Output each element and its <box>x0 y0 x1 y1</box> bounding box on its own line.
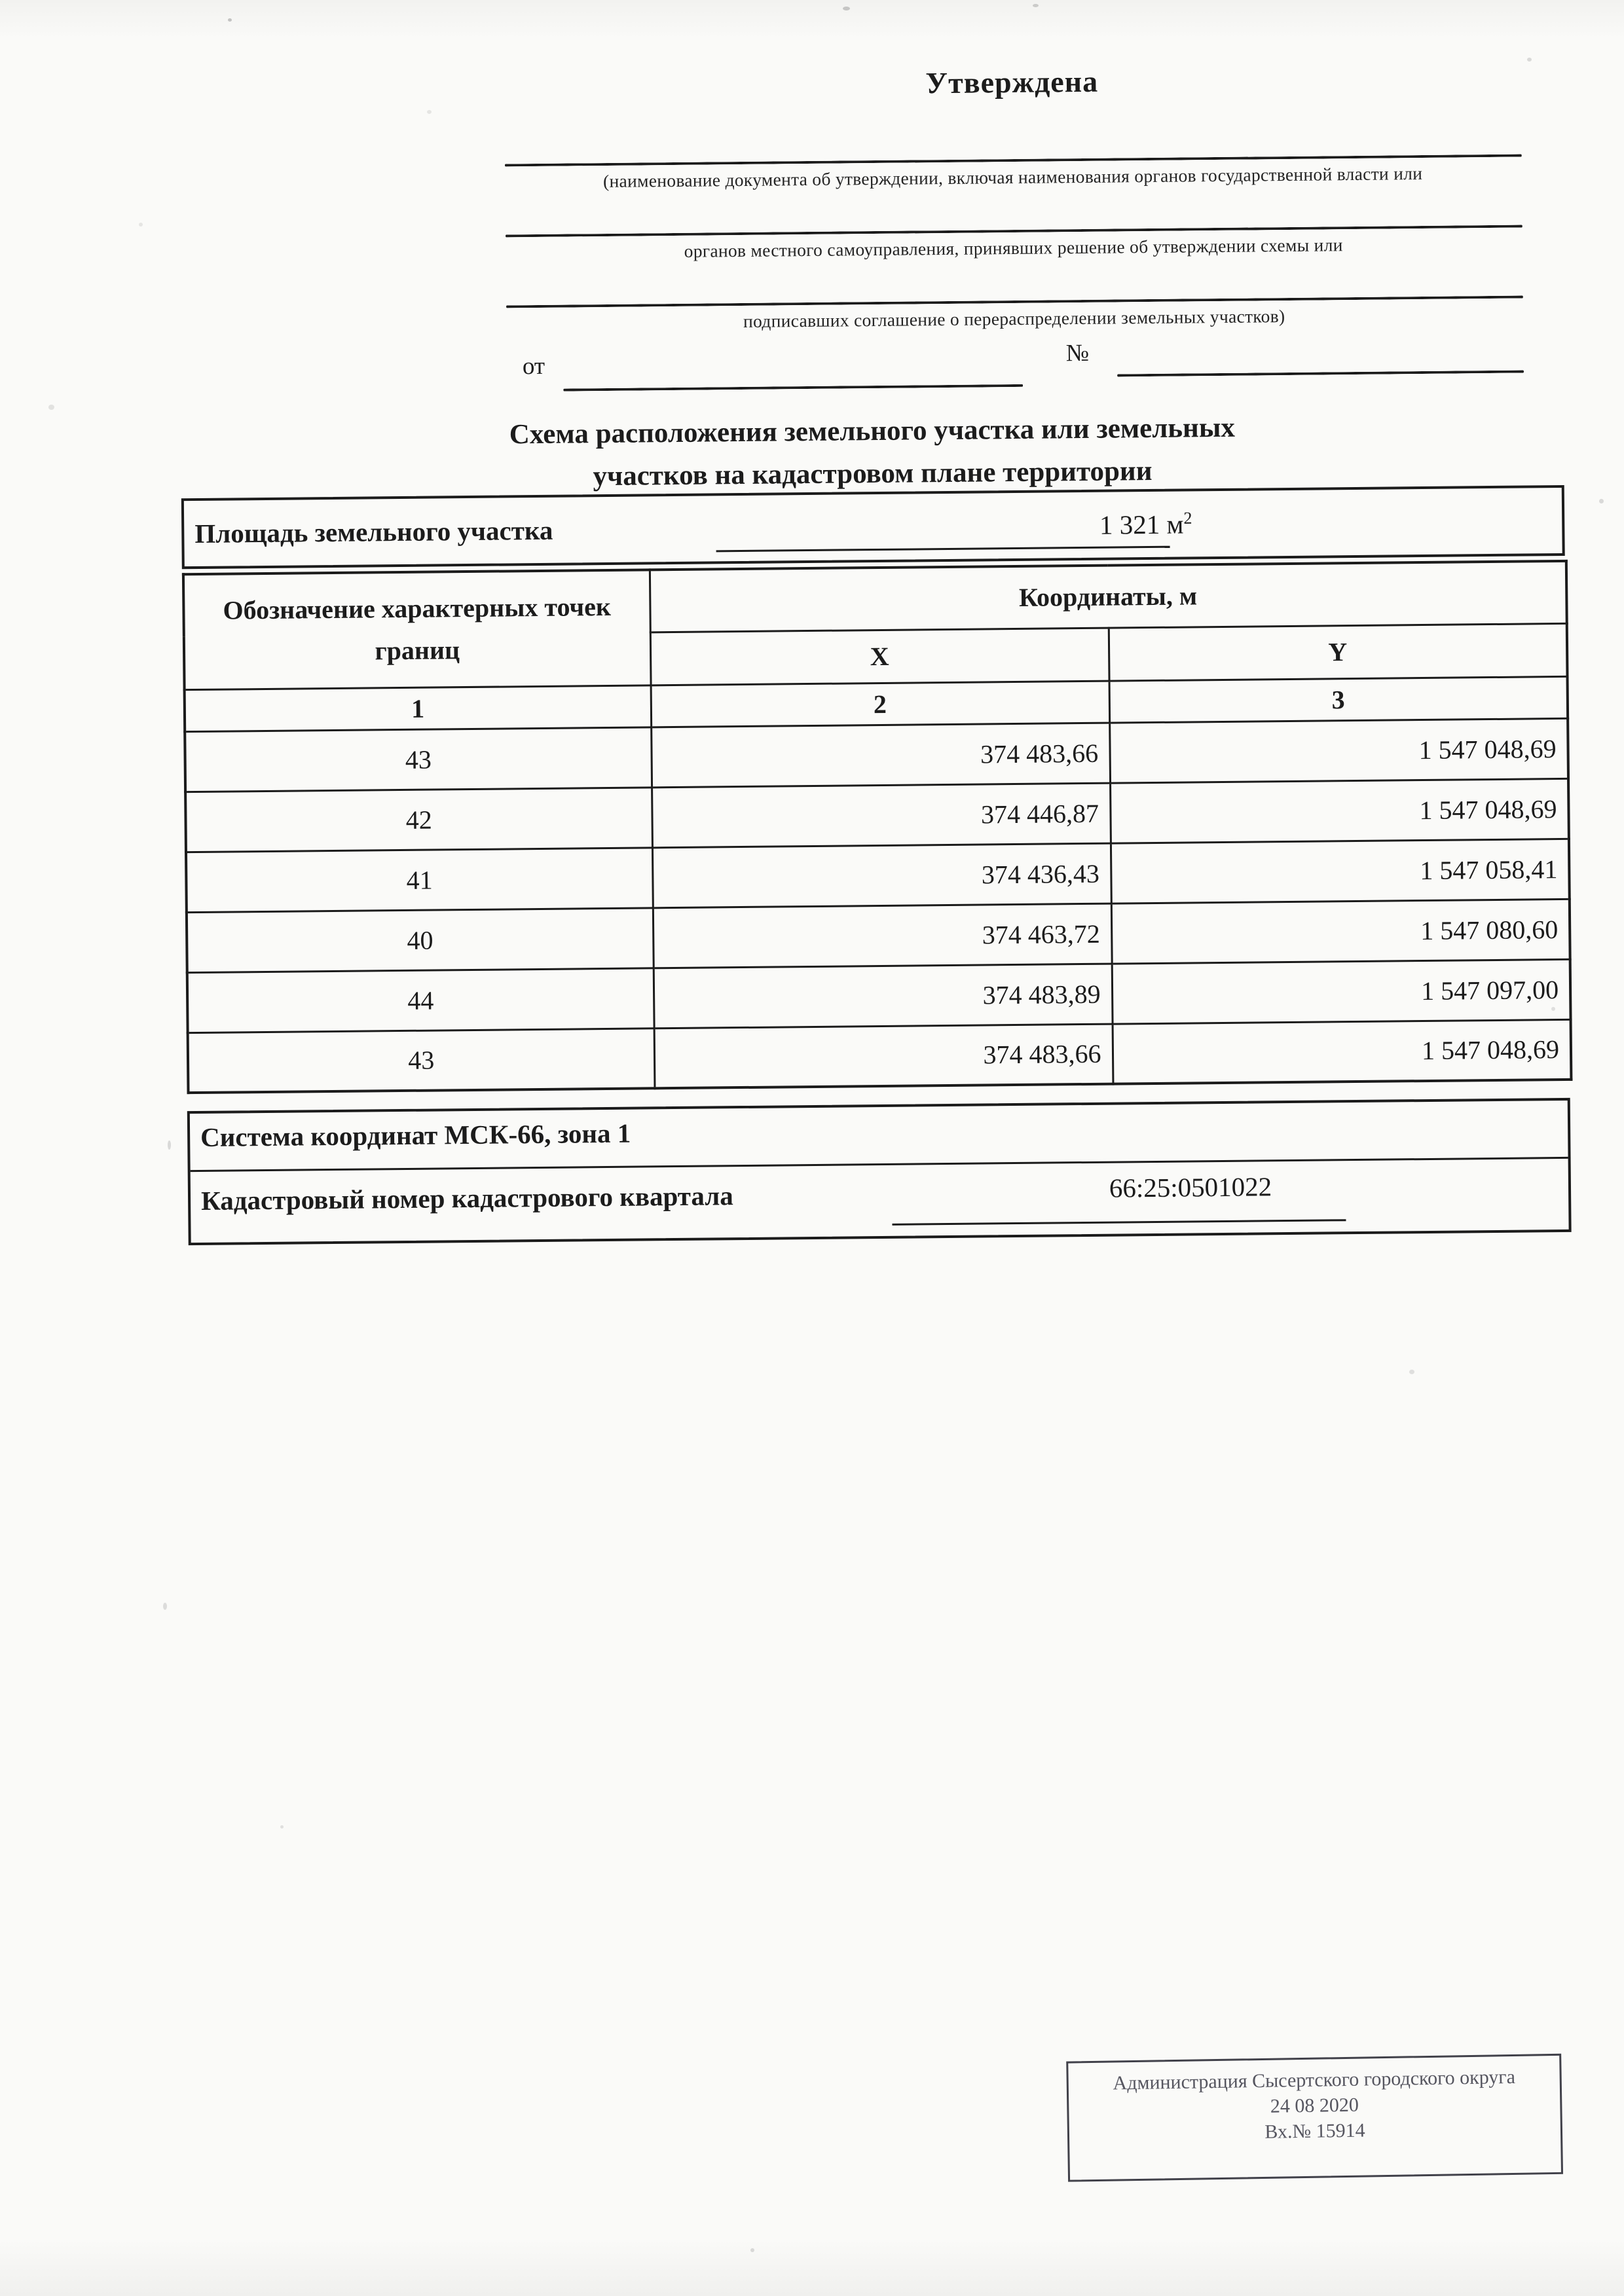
x-cell: 374 483,66 <box>651 723 1110 788</box>
land-area-value <box>1033 507 1259 541</box>
scan-speckle <box>843 7 850 10</box>
land-area-number: 1 321 <box>1099 509 1160 540</box>
approval-caption-1: (наименование документа об утверждении, включая наименования органов государственной власти или <box>602 162 1423 192</box>
scan-speckle <box>163 1603 167 1610</box>
y-cell: 1 547 048,69 <box>1113 1019 1572 1084</box>
point-cell: 43 <box>185 727 652 792</box>
cadastral-quarter-label: Кадастровый номер кадастрового квартала <box>200 1180 733 1216</box>
approval-caption-3: подписавших соглашение о перераспределении земельных участков) <box>743 306 1285 331</box>
document-title-line-1: Схема расположения земельного участка или земельных <box>509 412 1236 450</box>
coordinate-system-label: Система координат МСК-66, зона 1 <box>200 1118 631 1152</box>
land-area-unit-exponent: 2 <box>1183 508 1192 528</box>
scan-speckle <box>1599 499 1604 503</box>
from-blank-line <box>563 384 1023 392</box>
coordinates-table <box>182 560 1573 1094</box>
point-cell: 41 <box>186 847 653 912</box>
y-column-header: Y <box>1109 623 1568 681</box>
point-cell: 44 <box>187 968 654 1032</box>
land-area-unit: м <box>1160 509 1184 539</box>
document-title-line-2: участков на кадастровом плане территории <box>593 455 1153 492</box>
point-cell: 42 <box>185 787 652 852</box>
footer-box <box>187 1098 1572 1245</box>
point-designation-header: Обозначение характерных точек границ <box>183 570 651 689</box>
scan-speckle <box>750 2248 754 2252</box>
table-row <box>188 1019 1572 1093</box>
scan-speckle <box>228 18 232 22</box>
land-area-box <box>181 485 1565 569</box>
column-number-1: 1 <box>185 685 652 731</box>
x-cell: 374 463,72 <box>653 903 1112 968</box>
column-number-2: 2 <box>651 681 1110 727</box>
number-sign-label: № <box>1065 339 1090 367</box>
point-cell: 43 <box>188 1028 655 1093</box>
scan-speckle <box>1033 4 1039 7</box>
scan-speckle <box>280 1825 284 1829</box>
coordinates-header: Координаты, м <box>650 561 1567 632</box>
scan-speckle <box>1409 1370 1414 1374</box>
scan-speckle <box>139 223 143 227</box>
scan-speckle <box>1551 1007 1555 1011</box>
x-cell: 374 483,66 <box>654 1024 1113 1089</box>
x-cell: 374 483,89 <box>654 964 1113 1029</box>
registration-stamp <box>1066 2054 1563 2182</box>
y-cell: 1 547 080,60 <box>1111 899 1570 964</box>
y-cell: 1 547 048,69 <box>1109 718 1568 783</box>
scan-speckle <box>48 405 54 410</box>
scan-speckle <box>427 110 432 114</box>
y-cell: 1 547 048,69 <box>1110 778 1569 843</box>
from-label: от <box>522 352 545 380</box>
cadastral-quarter-row <box>191 1159 1569 1243</box>
x-column-header: X <box>650 628 1109 685</box>
scan-speckle <box>168 1140 171 1150</box>
cadastral-quarter-underline <box>892 1219 1346 1226</box>
cadastral-quarter-value: 66:25:0501022 <box>1109 1171 1272 1203</box>
x-cell: 374 446,87 <box>652 783 1111 848</box>
land-area-label: Площадь земельного участка <box>194 515 553 549</box>
stamp-organization: Администрация Сысертского городского округа <box>1113 2066 1516 2094</box>
column-number-3: 3 <box>1109 676 1568 723</box>
stamp-date: 24 08 2020 <box>1270 2094 1359 2117</box>
land-area-underline <box>716 546 1170 553</box>
approved-heading: Утверждена <box>925 64 1099 100</box>
x-cell: 374 436,43 <box>652 843 1111 908</box>
number-blank-line <box>1117 371 1524 377</box>
y-cell: 1 547 058,41 <box>1111 839 1570 903</box>
scan-speckle <box>1527 58 1532 62</box>
stamp-incoming-number: Вх.№ 15914 <box>1264 2119 1365 2143</box>
point-cell: 40 <box>187 907 654 972</box>
approval-caption-2: органов местного самоуправления, принявших решение об утверждении схемы или <box>684 234 1343 261</box>
y-cell: 1 547 097,00 <box>1112 959 1571 1024</box>
